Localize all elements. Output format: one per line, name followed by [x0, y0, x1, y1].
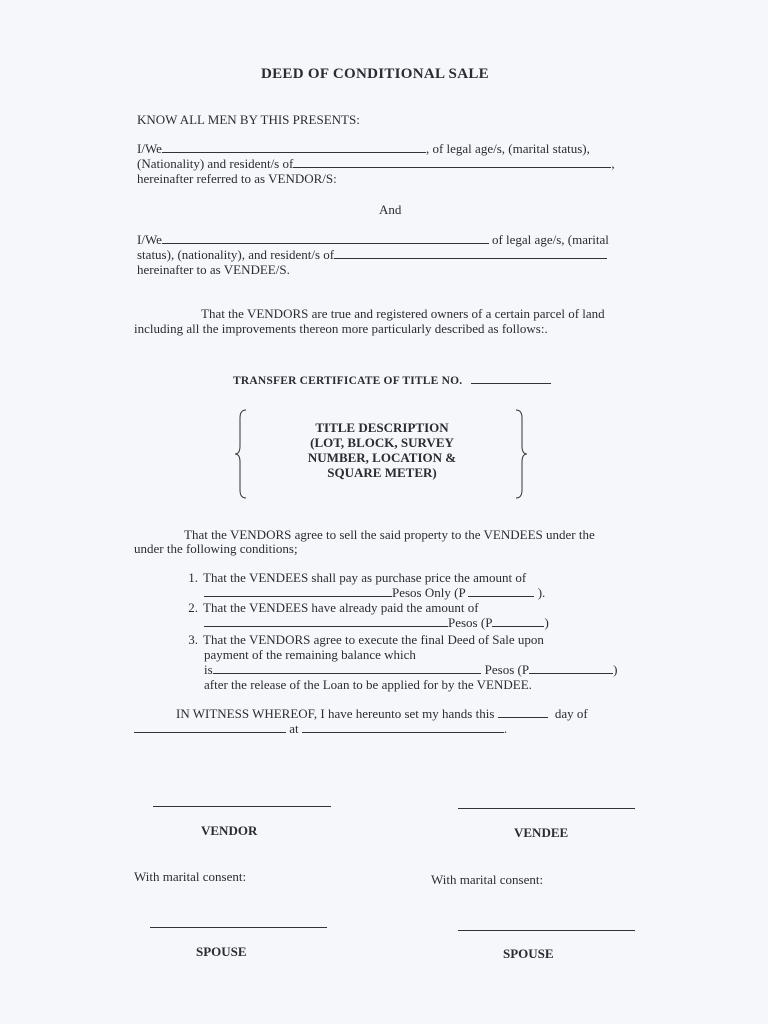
para2-line-1: That the VENDORS agree to sell the said property to the VENDEES under the — [184, 527, 595, 542]
condition-3-line-1 — [178, 632, 544, 647]
vendee-legal-age: of legal age/s, (marital — [491, 232, 609, 247]
witness-day-blank[interactable] — [498, 706, 548, 718]
vendor-iwe: I/We — [137, 141, 162, 156]
vendor-nationality: (Nationality) and resident/s of — [137, 156, 294, 171]
vendee-residence-blank[interactable] — [334, 247, 607, 259]
witness-period: . — [503, 721, 508, 736]
vendor-label: VENDOR — [201, 823, 258, 838]
vendor-residence-blank[interactable] — [293, 156, 611, 168]
vendor-line-3: hereinafter referred to as VENDOR/S: — [137, 171, 337, 186]
condition-2-line-2 — [204, 615, 549, 630]
vendor-spouse-signature-line[interactable] — [150, 927, 327, 928]
condition-3-number: 3. — [188, 632, 198, 647]
vendor-legal-age: , of legal age/s, (marital status), — [425, 141, 590, 156]
intro-line: KNOW ALL MEN BY THIS PRESENTS: — [137, 112, 360, 127]
vendee-iwe: I/We — [137, 232, 162, 247]
spouse-label-left: SPOUSE — [196, 944, 247, 959]
vendee-line-3: hereinafter to as VENDEE/S. — [137, 262, 290, 277]
balance-amount-blank[interactable] — [529, 662, 613, 674]
title-desc-line-4: SQUARE METER) — [327, 465, 437, 480]
condition-2-close: ) — [544, 615, 549, 630]
condition-2-pesos: Pesos (P — [448, 615, 493, 630]
tct-number-blank[interactable] — [471, 373, 551, 384]
vendor-line-1 — [137, 141, 590, 156]
condition-1-line-2 — [204, 585, 545, 600]
condition-3-is: is — [204, 662, 213, 677]
condition-3-line-4: after the release of the Loan to be applied for by the VENDEE. — [204, 677, 532, 692]
para1-line-1: That the VENDORS are true and registered owners of a certain parcel of land — [201, 306, 605, 321]
title-desc-line-2: (LOT, BLOCK, SURVEY — [310, 435, 454, 450]
condition-1-pesos: Pesos Only (P — [392, 585, 466, 600]
title-desc-line-1: TITLE DESCRIPTION — [315, 420, 449, 435]
spouse-label-right: SPOUSE — [503, 946, 554, 961]
condition-2-text: That the VENDEES have already paid the amount of — [203, 600, 479, 615]
vendor-signature-line[interactable] — [153, 806, 331, 807]
vendee-line-2 — [137, 247, 607, 262]
vendee-name-blank[interactable] — [162, 232, 489, 244]
condition-1-text: That the VENDEES shall pay as purchase price the amount of — [203, 570, 527, 585]
vendee-label: VENDEE — [514, 825, 569, 840]
vendee-line-1 — [137, 232, 609, 247]
purchase-price-words-blank[interactable] — [204, 585, 392, 597]
condition-2-line-1 — [178, 600, 479, 615]
paid-amount-words-blank[interactable] — [204, 615, 448, 627]
witness-line-1 — [176, 706, 588, 721]
witness-date-blank[interactable] — [134, 721, 286, 733]
witness-place-blank[interactable] — [302, 721, 504, 733]
and-word: And — [379, 202, 402, 217]
para1-line-2: including all the improvements thereon more particularly described as follows:. — [134, 321, 548, 336]
condition-3-line-3 — [204, 662, 617, 677]
vendor-line-2 — [137, 156, 615, 171]
condition-3-line-2: payment of the remaining balance which — [204, 647, 416, 662]
condition-1-line-1 — [178, 570, 526, 585]
condition-2-number: 2. — [188, 600, 198, 615]
condition-3-text: That the VENDORS agree to execute the final Deed of Sale upon — [203, 632, 544, 647]
condition-3-pesos: Pesos (P — [484, 662, 530, 677]
tct-label-text: TRANSFER CERTIFICATE OF TITLE NO. — [233, 375, 463, 387]
title-description-box — [282, 420, 482, 480]
balance-words-blank[interactable] — [213, 662, 481, 674]
vendee-status: status), (nationality), and resident/s of — [137, 247, 335, 262]
vendee-spouse-signature-line[interactable] — [458, 930, 635, 931]
right-brace-icon — [512, 408, 528, 500]
left-brace-icon — [234, 408, 250, 500]
title-desc-line-3: NUMBER, LOCATION & — [307, 450, 457, 465]
witness-text: IN WITNESS WHEREOF, I have hereunto set my hands this — [176, 706, 495, 721]
witness-day-of: day of — [554, 706, 588, 721]
witness-at: at — [289, 721, 299, 736]
vendee-signature-line[interactable] — [458, 808, 635, 809]
tct-label — [233, 373, 551, 387]
document-title: DEED OF CONDITIONAL SALE — [261, 66, 489, 82]
vendor-name-blank[interactable] — [162, 141, 426, 153]
condition-3-close: ) — [613, 662, 618, 677]
consent-left: With marital consent: — [134, 869, 247, 884]
para2-line-2: under the following conditions; — [134, 541, 298, 556]
consent-right: With marital consent: — [431, 872, 544, 887]
paid-amount-blank[interactable] — [492, 615, 544, 627]
vendor-comma: , — [611, 156, 615, 171]
condition-1-close: ). — [537, 585, 546, 600]
purchase-price-amount-blank[interactable] — [468, 585, 534, 597]
condition-1-number: 1. — [188, 570, 198, 585]
witness-line-2 — [134, 721, 507, 736]
